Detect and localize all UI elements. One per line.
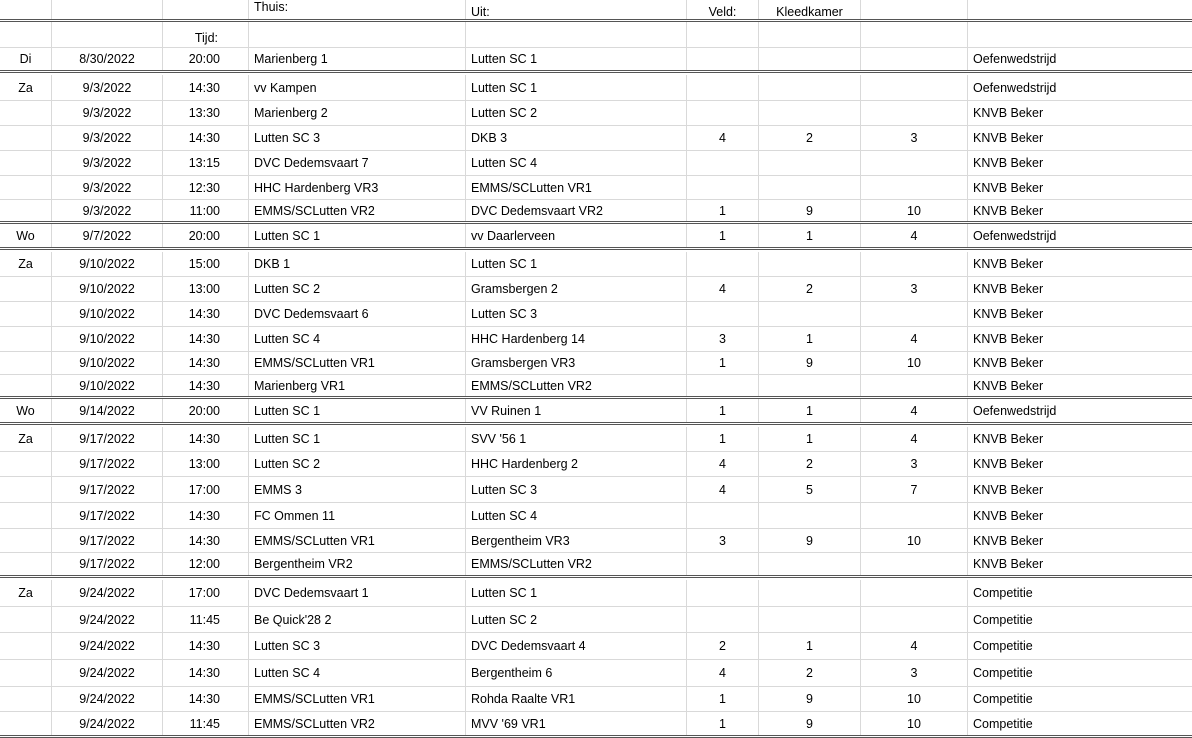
kleedkamer-away-cell[interactable]: 4 <box>861 224 968 247</box>
kleedkamer-home-cell[interactable]: 1 <box>759 327 861 351</box>
table-row <box>0 224 1192 250</box>
kleedkamer-home-cell[interactable]: 2 <box>759 277 861 301</box>
time-cell[interactable]: 11:45 <box>163 607 249 632</box>
time-cell[interactable]: 13:00 <box>163 452 249 476</box>
date-cell[interactable]: 9/3/2022 <box>52 176 163 199</box>
kleedkamer-home-cell[interactable]: 9 <box>759 529 861 552</box>
veld-cell[interactable]: 1 <box>687 427 759 451</box>
date-cell[interactable]: 9/14/2022 <box>52 399 163 422</box>
day-cell[interactable]: Za <box>0 75 52 100</box>
match-type-cell[interactable]: KNVB Beker <box>973 180 1044 195</box>
away-team-cell[interactable]: EMMS/SCLutten VR1 <box>466 176 687 199</box>
veld-cell[interactable] <box>687 580 759 606</box>
away-team-cell[interactable]: Lutten SC 1 <box>466 75 687 100</box>
day-cell[interactable]: Wo <box>0 399 52 422</box>
time-cell[interactable]: 13:00 <box>163 277 249 301</box>
away-team-cell[interactable]: Bergentheim VR3 <box>466 529 687 552</box>
date-cell[interactable]: 9/24/2022 <box>52 660 163 686</box>
time-cell[interactable]: 15:00 <box>163 252 249 276</box>
date-cell[interactable]: 9/10/2022 <box>52 277 163 301</box>
home-team-cell[interactable]: Marienberg VR1 <box>249 375 466 396</box>
kleedkamer-away-cell[interactable]: 4 <box>861 427 968 451</box>
away-team-cell[interactable]: EMMS/SCLutten VR2 <box>466 553 687 575</box>
date-cell[interactable]: 9/24/2022 <box>52 580 163 606</box>
match-type-cell[interactable]: KNVB Beker <box>973 257 1044 271</box>
away-team-cell[interactable]: Lutten SC 1 <box>466 580 687 606</box>
time-cell[interactable]: 14:30 <box>163 126 249 150</box>
kleedkamer-away-cell[interactable]: 10 <box>861 529 968 552</box>
kleedkamer-away-cell[interactable] <box>861 101 968 125</box>
cell[interactable] <box>968 22 1192 47</box>
day-cell[interactable] <box>0 660 52 686</box>
day-cell[interactable] <box>0 452 52 476</box>
match-type-cell[interactable]: KNVB Beker <box>973 508 1044 523</box>
day-cell[interactable]: Za <box>0 580 52 606</box>
kleedkamer-home-cell[interactable]: 1 <box>759 427 861 451</box>
day-cell[interactable] <box>0 200 52 221</box>
away-team-cell[interactable]: Lutten SC 4 <box>466 503 687 528</box>
home-team-cell[interactable]: EMMS/SCLutten VR1 <box>249 352 466 374</box>
day-cell[interactable] <box>0 302 52 326</box>
match-type-cell[interactable]: Competitie <box>973 586 1033 600</box>
date-cell[interactable]: 9/24/2022 <box>52 633 163 659</box>
day-cell[interactable] <box>0 633 52 659</box>
cell[interactable] <box>466 22 687 47</box>
away-team-cell[interactable]: DKB 3 <box>466 126 687 150</box>
time-cell[interactable]: 20:00 <box>163 48 249 70</box>
date-cell[interactable]: 9/17/2022 <box>52 529 163 552</box>
match-type-cell[interactable]: KNVB Beker <box>973 307 1044 321</box>
kleedkamer-away-cell[interactable]: 3 <box>861 660 968 686</box>
date-cell[interactable]: 9/17/2022 <box>52 553 163 575</box>
header-thuis[interactable]: Thuis: <box>249 0 466 19</box>
time-cell[interactable]: 14:30 <box>163 687 249 711</box>
veld-cell[interactable] <box>687 176 759 199</box>
kleedkamer-home-cell[interactable] <box>759 101 861 125</box>
home-team-cell[interactable]: Marienberg 2 <box>249 101 466 125</box>
cell[interactable] <box>687 22 759 47</box>
kleedkamer-home-cell[interactable] <box>759 580 861 606</box>
table-row <box>0 580 1192 607</box>
veld-cell[interactable]: 4 <box>687 660 759 686</box>
table-row <box>0 477 1192 503</box>
match-type-cell[interactable]: Oefenwedstrijd <box>973 228 1057 243</box>
kleedkamer-home-cell[interactable] <box>759 48 861 70</box>
time-cell[interactable]: 14:30 <box>163 427 249 451</box>
header-kleedkamer[interactable]: Kleedkamer <box>759 0 861 19</box>
kleedkamer-away-cell[interactable] <box>861 302 968 326</box>
table-row <box>0 607 1192 633</box>
table-row <box>0 427 1192 452</box>
away-team-cell[interactable]: Gramsbergen 2 <box>466 277 687 301</box>
date-cell[interactable]: 9/17/2022 <box>52 477 163 502</box>
match-type-cell[interactable]: KNVB Beker <box>973 378 1044 393</box>
home-team-cell[interactable]: Lutten SC 2 <box>249 277 466 301</box>
kleedkamer-away-cell[interactable]: 4 <box>861 633 968 659</box>
match-type-cell[interactable]: KNVB Beker <box>973 533 1044 548</box>
away-team-cell[interactable]: HHC Hardenberg 14 <box>466 327 687 351</box>
day-cell[interactable] <box>0 503 52 528</box>
table-row <box>0 126 1192 151</box>
time-cell[interactable]: 14:30 <box>163 633 249 659</box>
time-cell[interactable]: 14:30 <box>163 375 249 396</box>
date-cell[interactable]: 8/30/2022 <box>52 48 163 70</box>
time-cell[interactable]: 11:00 <box>163 200 249 221</box>
cell[interactable] <box>52 0 163 19</box>
away-team-cell[interactable]: Lutten SC 1 <box>466 48 687 70</box>
away-team-cell[interactable]: Bergentheim 6 <box>466 660 687 686</box>
kleedkamer-home-cell[interactable] <box>759 503 861 528</box>
veld-cell[interactable] <box>687 375 759 396</box>
kleedkamer-home-cell[interactable]: 2 <box>759 126 861 150</box>
home-team-cell[interactable]: Marienberg 1 <box>249 48 466 70</box>
kleedkamer-home-cell[interactable]: 2 <box>759 660 861 686</box>
day-cell[interactable] <box>0 712 52 735</box>
match-type-cell[interactable]: Oefenwedstrijd <box>973 403 1057 418</box>
header-veld[interactable]: Veld: <box>687 0 759 19</box>
table-row <box>0 176 1192 200</box>
cell[interactable] <box>861 0 968 19</box>
home-team-cell[interactable]: EMMS/SCLutten VR2 <box>249 712 466 735</box>
table-row <box>0 302 1192 327</box>
kleedkamer-home-cell[interactable]: 9 <box>759 200 861 221</box>
time-cell[interactable]: 14:30 <box>163 503 249 528</box>
match-type-cell[interactable]: Oefenwedstrijd <box>973 52 1057 66</box>
away-team-cell[interactable]: Lutten SC 3 <box>466 302 687 326</box>
date-cell[interactable]: 9/3/2022 <box>52 126 163 150</box>
away-team-cell[interactable]: Lutten SC 4 <box>466 151 687 175</box>
table-row <box>0 352 1192 375</box>
home-team-cell[interactable]: Lutten SC 1 <box>249 224 466 247</box>
table-row <box>0 712 1192 738</box>
table-row <box>0 503 1192 529</box>
time-cell[interactable]: 17:00 <box>163 477 249 502</box>
day-cell[interactable] <box>0 101 52 125</box>
date-cell[interactable]: 9/17/2022 <box>52 427 163 451</box>
kleedkamer-home-cell[interactable]: 1 <box>759 224 861 247</box>
kleedkamer-away-cell[interactable] <box>861 580 968 606</box>
home-team-cell[interactable]: Bergentheim VR2 <box>249 553 466 575</box>
away-team-cell[interactable]: DVC Dedemsvaart 4 <box>466 633 687 659</box>
veld-cell[interactable] <box>687 503 759 528</box>
time-cell[interactable]: 14:30 <box>163 352 249 374</box>
kleedkamer-home-cell[interactable]: 9 <box>759 712 861 735</box>
veld-cell[interactable] <box>687 302 759 326</box>
day-cell[interactable]: Za <box>0 252 52 276</box>
home-team-cell[interactable]: EMMS 3 <box>249 477 466 502</box>
header-tijd[interactable]: Tijd: <box>163 22 249 47</box>
date-cell[interactable]: 9/17/2022 <box>52 503 163 528</box>
match-type-cell[interactable]: KNVB Beker <box>973 356 1044 370</box>
match-type-cell[interactable]: KNVB Beker <box>973 557 1044 571</box>
cell[interactable] <box>968 0 1192 19</box>
veld-cell[interactable]: 1 <box>687 687 759 711</box>
home-team-cell[interactable]: DKB 1 <box>249 252 466 276</box>
kleedkamer-away-cell[interactable] <box>861 553 968 575</box>
veld-cell[interactable]: 2 <box>687 633 759 659</box>
away-team-cell[interactable]: Lutten SC 2 <box>466 607 687 632</box>
cell[interactable] <box>759 22 861 47</box>
match-type-cell[interactable]: KNVB Beker <box>973 432 1044 446</box>
kleedkamer-home-cell[interactable] <box>759 151 861 175</box>
subheader-row <box>0 22 1192 48</box>
header-row <box>0 0 1192 22</box>
home-team-cell[interactable]: EMMS/SCLutten VR1 <box>249 687 466 711</box>
home-team-cell[interactable]: Lutten SC 3 <box>249 633 466 659</box>
day-cell[interactable] <box>0 553 52 575</box>
match-type-cell[interactable]: Oefenwedstrijd <box>973 80 1057 95</box>
day-cell[interactable] <box>0 375 52 396</box>
kleedkamer-home-cell[interactable] <box>759 252 861 276</box>
date-cell[interactable]: 9/3/2022 <box>52 75 163 100</box>
table-row <box>0 277 1192 302</box>
day-cell[interactable] <box>0 607 52 632</box>
match-type-cell[interactable]: KNVB Beker <box>973 282 1044 296</box>
match-type-cell[interactable]: KNVB Beker <box>973 482 1044 497</box>
veld-cell[interactable]: 1 <box>687 352 759 374</box>
day-cell[interactable]: Wo <box>0 224 52 247</box>
match-type-cell[interactable]: KNVB Beker <box>973 332 1044 346</box>
kleedkamer-away-cell[interactable] <box>861 176 968 199</box>
date-cell[interactable]: 9/10/2022 <box>52 352 163 374</box>
header-uit[interactable]: Uit: <box>466 0 687 19</box>
match-type-cell[interactable]: KNVB Beker <box>973 203 1044 218</box>
kleedkamer-away-cell[interactable]: 10 <box>861 352 968 374</box>
kleedkamer-away-cell[interactable]: 3 <box>861 277 968 301</box>
veld-cell[interactable]: 3 <box>687 327 759 351</box>
day-cell[interactable] <box>0 687 52 711</box>
table-row <box>0 687 1192 712</box>
kleedkamer-away-cell[interactable]: 10 <box>861 200 968 221</box>
kleedkamer-away-cell[interactable]: 10 <box>861 712 968 735</box>
veld-cell[interactable]: 3 <box>687 529 759 552</box>
away-team-cell[interactable]: VV Ruinen 1 <box>466 399 687 422</box>
home-team-cell[interactable]: Lutten SC 4 <box>249 327 466 351</box>
date-cell[interactable]: 9/3/2022 <box>52 200 163 221</box>
cell[interactable] <box>861 22 968 47</box>
away-team-cell[interactable]: SVV '56 1 <box>466 427 687 451</box>
match-type-cell[interactable]: Competitie <box>973 639 1033 653</box>
table-row <box>0 452 1192 477</box>
kleedkamer-home-cell[interactable] <box>759 607 861 632</box>
home-team-cell[interactable]: EMMS/SCLutten VR1 <box>249 529 466 552</box>
kleedkamer-away-cell[interactable]: 7 <box>861 477 968 502</box>
time-cell[interactable]: 11:45 <box>163 712 249 735</box>
cell[interactable] <box>52 22 163 47</box>
date-cell[interactable]: 9/10/2022 <box>52 302 163 326</box>
time-cell[interactable]: 14:30 <box>163 660 249 686</box>
day-cell[interactable] <box>0 477 52 502</box>
kleedkamer-away-cell[interactable] <box>861 503 968 528</box>
veld-cell[interactable] <box>687 151 759 175</box>
date-cell[interactable]: 9/17/2022 <box>52 452 163 476</box>
time-cell[interactable]: 13:15 <box>163 151 249 175</box>
time-cell[interactable]: 14:30 <box>163 327 249 351</box>
veld-cell[interactable]: 4 <box>687 126 759 150</box>
time-cell[interactable]: 20:00 <box>163 224 249 247</box>
table-row <box>0 660 1192 687</box>
veld-cell[interactable]: 1 <box>687 200 759 221</box>
kleedkamer-home-cell[interactable] <box>759 176 861 199</box>
day-cell[interactable]: Za <box>0 427 52 451</box>
time-cell[interactable]: 14:30 <box>163 75 249 100</box>
match-type-cell[interactable]: Competitie <box>973 666 1033 680</box>
time-cell[interactable]: 20:00 <box>163 399 249 422</box>
kleedkamer-away-cell[interactable] <box>861 151 968 175</box>
match-type-cell[interactable]: KNVB Beker <box>973 156 1044 170</box>
veld-cell[interactable] <box>687 553 759 575</box>
table-row <box>0 252 1192 277</box>
date-cell[interactable]: 9/3/2022 <box>52 151 163 175</box>
away-team-cell[interactable]: MVV '69 VR1 <box>466 712 687 735</box>
veld-cell[interactable] <box>687 48 759 70</box>
table-row <box>0 200 1192 224</box>
veld-cell[interactable]: 4 <box>687 477 759 502</box>
away-team-cell[interactable]: Lutten SC 2 <box>466 101 687 125</box>
match-type-cell[interactable]: Competitie <box>973 692 1033 706</box>
kleedkamer-home-cell[interactable] <box>759 302 861 326</box>
day-cell[interactable] <box>0 529 52 552</box>
time-cell[interactable]: 14:30 <box>163 302 249 326</box>
kleedkamer-home-cell[interactable]: 1 <box>759 399 861 422</box>
date-cell[interactable]: 9/10/2022 <box>52 252 163 276</box>
table-row <box>0 151 1192 176</box>
day-cell[interactable] <box>0 151 52 175</box>
day-cell[interactable] <box>0 327 52 351</box>
kleedkamer-away-cell[interactable]: 10 <box>861 687 968 711</box>
date-cell[interactable]: 9/24/2022 <box>52 607 163 632</box>
away-team-cell[interactable]: Lutten SC 3 <box>466 477 687 502</box>
match-type-cell[interactable]: KNVB Beker <box>973 131 1044 145</box>
day-cell[interactable] <box>0 176 52 199</box>
cell[interactable] <box>163 0 249 19</box>
time-cell[interactable]: 12:00 <box>163 553 249 575</box>
kleedkamer-home-cell[interactable]: 1 <box>759 633 861 659</box>
table-row <box>0 327 1192 352</box>
kleedkamer-home-cell[interactable]: 9 <box>759 687 861 711</box>
home-team-cell[interactable]: Lutten SC 2 <box>249 452 466 476</box>
time-cell[interactable]: 12:30 <box>163 176 249 199</box>
away-team-cell[interactable]: Gramsbergen VR3 <box>466 352 687 374</box>
match-type-cell[interactable]: Competitie <box>973 612 1033 627</box>
veld-cell[interactable]: 4 <box>687 277 759 301</box>
away-team-cell[interactable]: Lutten SC 1 <box>466 252 687 276</box>
away-team-cell[interactable]: vv Daarlerveen <box>466 224 687 247</box>
day-cell[interactable] <box>0 352 52 374</box>
kleedkamer-away-cell[interactable]: 3 <box>861 452 968 476</box>
home-team-cell[interactable]: vv Kampen <box>249 75 466 100</box>
kleedkamer-away-cell[interactable]: 4 <box>861 327 968 351</box>
time-cell[interactable]: 14:30 <box>163 529 249 552</box>
home-team-cell[interactable]: Lutten SC 1 <box>249 399 466 422</box>
home-team-cell[interactable]: DVC Dedemsvaart 6 <box>249 302 466 326</box>
time-cell[interactable]: 13:30 <box>163 101 249 125</box>
home-team-cell[interactable]: Lutten SC 4 <box>249 660 466 686</box>
home-team-cell[interactable]: Be Quick'28 2 <box>249 607 466 632</box>
match-type-cell[interactable]: Competitie <box>973 716 1033 731</box>
table-row <box>0 399 1192 425</box>
home-team-cell[interactable]: FC Ommen 11 <box>249 503 466 528</box>
day-cell[interactable] <box>0 126 52 150</box>
kleedkamer-home-cell[interactable] <box>759 75 861 100</box>
kleedkamer-home-cell[interactable]: 5 <box>759 477 861 502</box>
cell[interactable] <box>0 0 52 19</box>
kleedkamer-home-cell[interactable]: 2 <box>759 452 861 476</box>
veld-cell[interactable] <box>687 101 759 125</box>
table-row <box>0 633 1192 660</box>
date-cell[interactable]: 9/24/2022 <box>52 687 163 711</box>
kleedkamer-away-cell[interactable] <box>861 252 968 276</box>
veld-cell[interactable]: 1 <box>687 399 759 422</box>
away-team-cell[interactable]: Rohda Raalte VR1 <box>466 687 687 711</box>
table-row <box>0 75 1192 101</box>
table-row <box>0 375 1192 399</box>
day-cell[interactable] <box>0 277 52 301</box>
kleedkamer-home-cell[interactable] <box>759 375 861 396</box>
away-team-cell[interactable]: HHC Hardenberg 2 <box>466 452 687 476</box>
veld-cell[interactable] <box>687 252 759 276</box>
veld-cell[interactable]: 1 <box>687 712 759 735</box>
time-cell[interactable]: 17:00 <box>163 580 249 606</box>
home-team-cell[interactable]: DVC Dedemsvaart 7 <box>249 151 466 175</box>
match-type-cell[interactable]: KNVB Beker <box>973 457 1044 471</box>
date-cell[interactable]: 9/3/2022 <box>52 101 163 125</box>
home-team-cell[interactable]: DVC Dedemsvaart 1 <box>249 580 466 606</box>
veld-cell[interactable]: 1 <box>687 224 759 247</box>
kleedkamer-away-cell[interactable]: 3 <box>861 126 968 150</box>
table-row <box>0 101 1192 126</box>
cell[interactable] <box>249 22 466 47</box>
away-team-cell[interactable]: EMMS/SCLutten VR2 <box>466 375 687 396</box>
home-team-cell[interactable]: EMMS/SCLutten VR2 <box>249 200 466 221</box>
kleedkamer-away-cell[interactable] <box>861 75 968 100</box>
kleedkamer-away-cell[interactable] <box>861 48 968 70</box>
veld-cell[interactable] <box>687 607 759 632</box>
date-cell[interactable]: 9/24/2022 <box>52 712 163 735</box>
date-cell[interactable]: 9/10/2022 <box>52 327 163 351</box>
table-row <box>0 48 1192 73</box>
kleedkamer-home-cell[interactable] <box>759 553 861 575</box>
match-type-cell[interactable]: KNVB Beker <box>973 106 1044 120</box>
kleedkamer-away-cell[interactable] <box>861 375 968 396</box>
date-cell[interactable]: 9/7/2022 <box>52 224 163 247</box>
table-row <box>0 529 1192 553</box>
away-team-cell[interactable]: DVC Dedemsvaart VR2 <box>466 200 687 221</box>
home-team-cell[interactable]: HHC Hardenberg VR3 <box>249 176 466 199</box>
home-team-cell[interactable]: Lutten SC 3 <box>249 126 466 150</box>
date-cell[interactable]: 9/10/2022 <box>52 375 163 396</box>
veld-cell[interactable]: 4 <box>687 452 759 476</box>
cell[interactable] <box>0 22 52 47</box>
table-row <box>0 553 1192 578</box>
kleedkamer-home-cell[interactable]: 9 <box>759 352 861 374</box>
kleedkamer-away-cell[interactable] <box>861 607 968 632</box>
home-team-cell[interactable]: Lutten SC 1 <box>249 427 466 451</box>
day-cell[interactable]: Di <box>0 48 52 70</box>
kleedkamer-away-cell[interactable]: 4 <box>861 399 968 422</box>
veld-cell[interactable] <box>687 75 759 100</box>
